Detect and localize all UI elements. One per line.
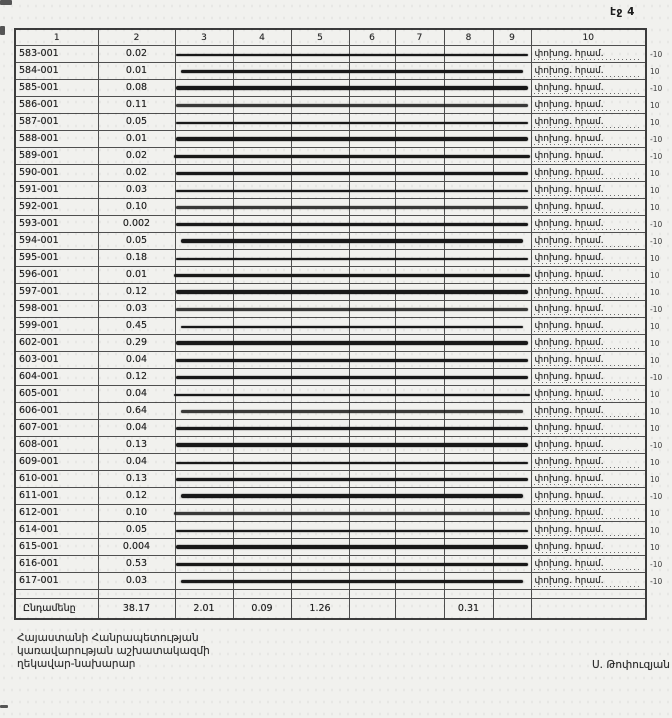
row-id: 587-001 — [15, 114, 98, 131]
empty-cell — [98, 590, 175, 599]
row-value: 0.004 — [98, 539, 175, 556]
row-note: փոխոց. հրամ. — [531, 199, 646, 216]
row-id: 599-001 — [15, 318, 98, 335]
row-note: փոխոց. հրամ. — [531, 216, 646, 233]
empty-cell — [395, 590, 444, 599]
row-note: փոխոց. հրամ. — [531, 63, 646, 80]
table-row — [15, 97, 646, 114]
scan-smudge — [176, 54, 528, 56]
row-value: 0.05 — [98, 233, 175, 250]
row-note: փոխոց. հրամ. — [531, 420, 646, 437]
scan-smudge — [176, 462, 528, 464]
row-value: 0.04 — [98, 454, 175, 471]
scan-smudge — [176, 290, 528, 294]
empty-cell — [175, 454, 233, 471]
row-mark: 10 — [650, 254, 660, 263]
row-id: 615-001 — [15, 539, 98, 556]
empty-cell — [531, 590, 646, 599]
empty-cell — [15, 590, 98, 599]
row-value: 0.08 — [98, 80, 175, 97]
row-mark: 10 — [650, 475, 660, 484]
table-body — [15, 46, 646, 590]
scan-smudge — [176, 478, 528, 481]
row-value: 0.05 — [98, 522, 175, 539]
empty-cell — [175, 216, 233, 233]
row-note: փոխոց. հրամ. — [531, 352, 646, 369]
row-note: փոխոց. հրամ. — [531, 318, 646, 335]
row-id: 598-001 — [15, 301, 98, 318]
row-note: փոխոց. հրամ. — [531, 114, 646, 131]
empty-cell — [175, 539, 233, 556]
row-id: 605-001 — [15, 386, 98, 403]
empty-cell — [175, 301, 233, 318]
row-mark: 10 — [650, 424, 660, 433]
row-mark: -10 — [650, 492, 663, 501]
row-value: 0.04 — [98, 386, 175, 403]
row-id: 583-001 — [15, 46, 98, 63]
table-row — [15, 216, 646, 233]
empty-cell — [175, 505, 233, 522]
empty-cell — [175, 386, 233, 403]
row-value: 0.002 — [98, 216, 175, 233]
row-id: 616-001 — [15, 556, 98, 573]
row-id: 606-001 — [15, 403, 98, 420]
scan-artifact — [0, 705, 8, 708]
row-value: 0.18 — [98, 250, 175, 267]
row-mark: 10 — [650, 390, 660, 399]
row-note: փոխոց. հրամ. — [531, 148, 646, 165]
row-id: 612-001 — [15, 505, 98, 522]
row-mark: -10 — [650, 577, 663, 586]
row-value: 0.12 — [98, 369, 175, 386]
empty-cell — [233, 590, 291, 599]
table-row — [15, 199, 646, 216]
row-id: 584-001 — [15, 63, 98, 80]
row-id: 609-001 — [15, 454, 98, 471]
total-label: Ընդամենը — [15, 599, 98, 620]
scan-smudge — [176, 427, 528, 430]
scan-smudge — [176, 172, 528, 175]
empty-cell — [349, 590, 395, 599]
row-value: 0.29 — [98, 335, 175, 352]
scan-smudge — [176, 104, 528, 107]
scan-smudge — [181, 410, 523, 413]
empty-cell — [175, 590, 233, 599]
row-note: փոխոց. հրամ. — [531, 131, 646, 148]
row-value: 0.10 — [98, 199, 175, 216]
scan-smudge — [176, 359, 528, 362]
row-mark: -10 — [650, 441, 663, 450]
ledger-table-wrap — [14, 28, 647, 620]
table-row — [15, 148, 646, 165]
row-mark: -10 — [650, 220, 663, 229]
row-mark: 10 — [650, 526, 660, 535]
footer-line: ղեկավար-նախարար — [17, 658, 136, 670]
row-id: 594-001 — [15, 233, 98, 250]
empty-cell — [175, 267, 233, 284]
column-header: 1 — [15, 29, 98, 46]
scan-smudge — [181, 326, 523, 328]
table-row — [15, 420, 646, 437]
empty-cell — [175, 369, 233, 386]
scan-smudge — [181, 239, 523, 243]
footer-line: կառավարության աշխատակազմի — [17, 645, 210, 657]
row-value: 0.13 — [98, 471, 175, 488]
column-header: 9 — [493, 29, 531, 46]
scan-smudge — [176, 137, 528, 141]
scan-smudge — [181, 580, 523, 583]
row-value: 0.11 — [98, 97, 175, 114]
ledger-table — [14, 28, 647, 620]
row-id: 585-001 — [15, 80, 98, 97]
empty-cell — [175, 114, 233, 131]
row-note: փոխոց. հրամ. — [531, 80, 646, 97]
row-note: փոխոց. հրամ. — [531, 369, 646, 386]
row-value: 0.03 — [98, 301, 175, 318]
row-id: 592-001 — [15, 199, 98, 216]
scan-smudge — [174, 394, 530, 396]
margin-marks — [650, 46, 670, 590]
signature-name: Ս. Թոփուզյան — [592, 659, 670, 671]
empty-cell — [175, 352, 233, 369]
row-id: 604-001 — [15, 369, 98, 386]
row-note: փոխոց. հրամ. — [531, 46, 646, 63]
empty-cell — [175, 97, 233, 114]
row-note: փոխոց. հրամ. — [531, 488, 646, 505]
row-note: փոխոց. հրամ. — [531, 454, 646, 471]
scan-smudge — [176, 341, 528, 345]
scan-smudge — [176, 86, 528, 90]
row-note: փոխոց. հրամ. — [531, 335, 646, 352]
table-row — [15, 46, 646, 63]
table-row — [15, 301, 646, 318]
row-mark: -10 — [650, 50, 663, 59]
table-row — [15, 318, 646, 335]
scan-smudge — [181, 494, 523, 498]
row-value: 0.12 — [98, 284, 175, 301]
row-id: 593-001 — [15, 216, 98, 233]
row-note: փոխոց. հրամ. — [531, 539, 646, 556]
row-mark: 10 — [650, 543, 660, 552]
scan-smudge — [176, 376, 528, 379]
column-header: 7 — [395, 29, 444, 46]
empty-cell — [175, 522, 233, 539]
row-mark: 10 — [650, 186, 660, 195]
row-note: փոխոց. հրամ. — [531, 182, 646, 199]
row-id: 588-001 — [15, 131, 98, 148]
empty-cell — [175, 148, 233, 165]
table-row — [15, 250, 646, 267]
empty-cell — [349, 599, 395, 620]
row-mark: 10 — [650, 339, 660, 348]
table-row — [15, 267, 646, 284]
row-id: 589-001 — [15, 148, 98, 165]
row-id: 603-001 — [15, 352, 98, 369]
row-mark: -10 — [650, 305, 663, 314]
scan-smudge — [176, 545, 528, 549]
scan-smudge — [176, 563, 528, 566]
empty-cell — [175, 250, 233, 267]
table-row — [15, 131, 646, 148]
column-header: 5 — [291, 29, 349, 46]
total-row — [15, 599, 646, 620]
empty-cell — [175, 284, 233, 301]
row-mark: -10 — [650, 373, 663, 382]
table-row — [15, 437, 646, 454]
row-note: փոխոց. հրամ. — [531, 301, 646, 318]
row-note: փոխոց. հրամ. — [531, 471, 646, 488]
row-note: փոխոց. հրամ. — [531, 505, 646, 522]
empty-cell — [291, 590, 349, 599]
row-note: փոխոց. հրամ. — [531, 250, 646, 267]
empty-cell — [175, 471, 233, 488]
row-value: 0.10 — [98, 505, 175, 522]
table-row — [15, 471, 646, 488]
row-mark: -10 — [650, 135, 663, 144]
table-row — [15, 369, 646, 386]
column-header: 4 — [233, 29, 291, 46]
row-value: 0.64 — [98, 403, 175, 420]
scan-smudge — [176, 530, 528, 532]
empty-cell — [175, 335, 233, 352]
row-id: 608-001 — [15, 437, 98, 454]
empty-cell — [175, 420, 233, 437]
row-value: 0.01 — [98, 63, 175, 80]
row-id: 611-001 — [15, 488, 98, 505]
row-value: 0.03 — [98, 573, 175, 590]
total-col3: 2.01 — [175, 599, 233, 620]
scan-smudge — [176, 190, 528, 192]
row-mark: 10 — [650, 118, 660, 127]
row-id: 590-001 — [15, 165, 98, 182]
empty-cell — [175, 488, 233, 505]
row-value: 0.01 — [98, 131, 175, 148]
empty-cell — [175, 165, 233, 182]
empty-cell — [175, 131, 233, 148]
empty-cell — [175, 63, 233, 80]
row-id: 596-001 — [15, 267, 98, 284]
row-mark: 10 — [650, 67, 660, 76]
page-number-label: էջ 4 — [610, 6, 635, 18]
empty-cell — [175, 573, 233, 590]
row-id: 597-001 — [15, 284, 98, 301]
table-row — [15, 165, 646, 182]
row-id: 610-001 — [15, 471, 98, 488]
row-id: 586-001 — [15, 97, 98, 114]
total-col8: 0.31 — [444, 599, 493, 620]
row-mark: 10 — [650, 407, 660, 416]
empty-cell — [444, 590, 493, 599]
row-mark: 10 — [650, 203, 660, 212]
table-row — [15, 335, 646, 352]
row-value: 0.01 — [98, 267, 175, 284]
empty-cell — [175, 80, 233, 97]
row-mark: -10 — [650, 84, 663, 93]
row-mark: 10 — [650, 169, 660, 178]
row-note: փոխոց. հրամ. — [531, 97, 646, 114]
row-mark: 10 — [650, 458, 660, 467]
table-row — [15, 556, 646, 573]
row-value: 0.04 — [98, 420, 175, 437]
table-row — [15, 284, 646, 301]
row-value: 0.02 — [98, 165, 175, 182]
total-col5: 1.26 — [291, 599, 349, 620]
table-row — [15, 454, 646, 471]
scan-smudge — [176, 258, 528, 260]
scan-smudge — [176, 122, 528, 124]
row-note: փոխոց. հրամ. — [531, 267, 646, 284]
row-value: 0.53 — [98, 556, 175, 573]
footer-text-block — [17, 632, 210, 671]
table-row — [15, 505, 646, 522]
column-header: 2 — [98, 29, 175, 46]
table-row — [15, 182, 646, 199]
row-mark: 10 — [650, 288, 660, 297]
table-row — [15, 522, 646, 539]
row-id: 617-001 — [15, 573, 98, 590]
empty-cell — [175, 556, 233, 573]
column-header: 10 — [531, 29, 646, 46]
table-row — [15, 80, 646, 97]
row-id: 602-001 — [15, 335, 98, 352]
spacer-row — [15, 590, 646, 599]
scan-smudge — [181, 70, 523, 73]
row-mark: -10 — [650, 152, 663, 161]
row-id: 607-001 — [15, 420, 98, 437]
row-id: 614-001 — [15, 522, 98, 539]
row-value: 0.45 — [98, 318, 175, 335]
row-mark: 10 — [650, 271, 660, 280]
scan-artifact — [0, 0, 12, 5]
column-header: 8 — [444, 29, 493, 46]
table-row — [15, 573, 646, 590]
empty-cell — [531, 599, 646, 620]
scan-smudge — [174, 274, 530, 277]
empty-cell — [395, 599, 444, 620]
scan-smudge — [176, 308, 528, 311]
row-note: փոխոց. հրամ. — [531, 556, 646, 573]
row-id: 591-001 — [15, 182, 98, 199]
empty-cell — [175, 437, 233, 454]
table-row — [15, 233, 646, 250]
table-row — [15, 114, 646, 131]
table-row — [15, 539, 646, 556]
empty-cell — [175, 46, 233, 63]
empty-cell — [175, 318, 233, 335]
empty-cell — [175, 182, 233, 199]
row-mark: -10 — [650, 237, 663, 246]
scan-smudge — [174, 155, 530, 158]
scan-smudge — [176, 223, 528, 226]
row-mark: 10 — [650, 356, 660, 365]
row-id: 595-001 — [15, 250, 98, 267]
empty-cell — [175, 403, 233, 420]
empty-cell — [493, 590, 531, 599]
scan-smudge — [174, 512, 530, 515]
row-value: 0.04 — [98, 352, 175, 369]
row-note: փոխոց. հրամ. — [531, 573, 646, 590]
row-value: 0.03 — [98, 182, 175, 199]
row-mark: 10 — [650, 509, 660, 518]
empty-cell — [493, 599, 531, 620]
row-note: փոխոց. հրամ. — [531, 165, 646, 182]
row-note: փոխոց. հրամ. — [531, 522, 646, 539]
row-value: 0.13 — [98, 437, 175, 454]
row-note: փոխոց. հրամ. — [531, 437, 646, 454]
empty-cell — [175, 199, 233, 216]
row-value: 0.02 — [98, 46, 175, 63]
total-col4: 0.09 — [233, 599, 291, 620]
row-mark: 10 — [650, 101, 660, 110]
row-note: փոխոց. հրամ. — [531, 284, 646, 301]
row-value: 0.02 — [98, 148, 175, 165]
table-row — [15, 403, 646, 420]
row-mark: 10 — [650, 322, 660, 331]
total-col2: 38.17 — [98, 599, 175, 620]
scan-smudge — [176, 443, 528, 447]
row-value: 0.12 — [98, 488, 175, 505]
row-note: փոխոց. հրամ. — [531, 233, 646, 250]
row-note: փոխոց. հրամ. — [531, 386, 646, 403]
empty-cell — [175, 233, 233, 250]
table-row — [15, 352, 646, 369]
footer-line: Հայաստանի Հանրապետության — [17, 632, 199, 644]
table-row — [15, 386, 646, 403]
column-header: 3 — [175, 29, 233, 46]
row-value: 0.05 — [98, 114, 175, 131]
scan-smudge — [176, 206, 528, 209]
row-mark: -10 — [650, 560, 663, 569]
column-header: 6 — [349, 29, 395, 46]
table-row — [15, 63, 646, 80]
header-row — [15, 29, 646, 46]
scan-artifact — [0, 26, 5, 35]
table-row — [15, 488, 646, 505]
row-note: փոխոց. հրամ. — [531, 403, 646, 420]
